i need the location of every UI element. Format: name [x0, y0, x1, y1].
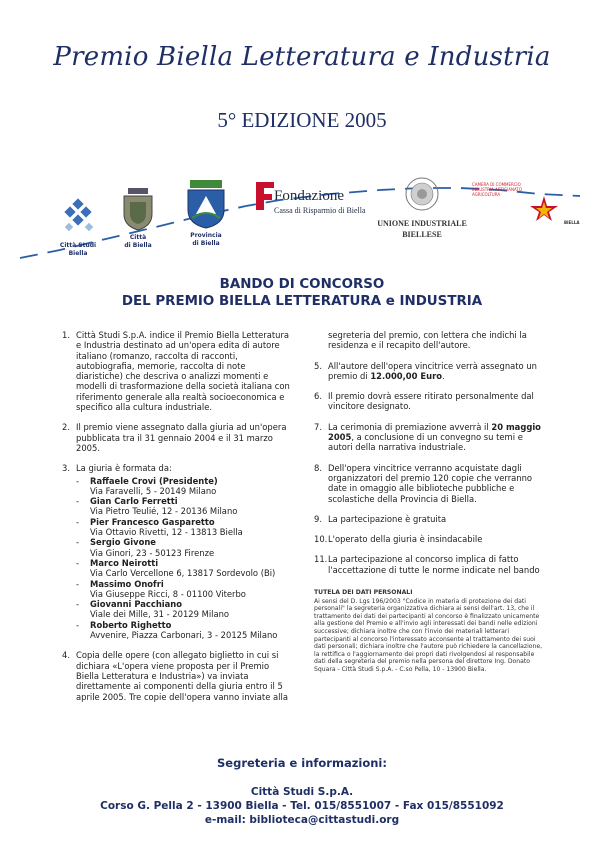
rules-column-left — [62, 330, 290, 712]
jury-address: Via Ginori, 23 - 50123 Firenze — [90, 547, 215, 558]
rule-number: 11. — [314, 554, 328, 565]
rule-number: 2. — [62, 422, 70, 433]
rule-number: 8. — [314, 462, 322, 473]
rule-item-2 — [62, 422, 290, 453]
footer-company: Città Studi S.p.A. — [250, 786, 354, 798]
jury-address: Avvenire, Piazza Carbonari, 3 - 20125 Milano — [90, 630, 278, 641]
rule-item-11 — [314, 554, 546, 575]
jury-member — [76, 496, 290, 517]
jury-member — [76, 558, 290, 579]
footer-address: Corso G. Pella 2 - 13900 Biella - Tel. 015/8551007 - Fax 015/8551092 — [100, 800, 504, 812]
jury-address: Via Faravelli, 5 - 20149 Milano — [90, 485, 217, 496]
rule-item-9 — [314, 514, 546, 524]
jury-name: Sergio Givone — [90, 537, 156, 548]
rule-item-3 — [62, 463, 290, 640]
citta-biella-label: Città di Biella — [124, 234, 152, 249]
rule-number: 3. — [62, 463, 70, 474]
rule-number: 4. — [62, 650, 70, 661]
jury-bullet: - — [76, 537, 80, 548]
jury-name: Giovanni Pacchiano — [90, 599, 183, 610]
prize-amount: 12.000,00 Euro — [370, 370, 442, 381]
rule-item-4-continued: segreteria del premio, con lettera che indichi la residenza e il recapito dell'autore. — [328, 330, 527, 351]
jury-bullet: - — [76, 619, 80, 630]
jury-bullet: - — [76, 475, 80, 486]
unione-industriale-label: UNIONE INDUSTRIALE BIELLESE — [377, 219, 467, 239]
rule-text: All'autore dell'opera vincitrice verrà assegnato un premio di 12.000,00 Euro. — [328, 360, 537, 381]
jury-list — [76, 476, 290, 641]
jury-name: Marco Neirotti — [90, 557, 159, 568]
jury-member — [76, 537, 290, 558]
rule-text: Il premio viene assegnato dalla giuria ad un'opera pubblicata tra il 31 gennaio 2004 e il 31 marzo 2005. — [76, 422, 287, 453]
rules-column-right — [314, 330, 546, 674]
fondazione-name: Fondazione — [274, 188, 344, 204]
citta-studi-logo — [60, 198, 100, 236]
jury-bullet: - — [76, 516, 80, 527]
unione-industriale-emblem — [404, 176, 440, 212]
biella-brand-label: BIELLA — [564, 220, 580, 225]
jury-address: Viale dei Mille, 31 - 20129 Milano — [90, 609, 230, 620]
rule-text: La partecipazione è gratuita — [328, 513, 447, 524]
privacy-body: Ai sensi del D. Lgs 196/2003 "Codice in materia di protezione dei dati personali" la segreteria organizzativa dichiara ai sensi dell'art. 13, che il trattamento dei dati dei partecipanti al concorso è finalizzato unicamente alla gestione del Premio e all'invio agli interessati dei bandi nelle edizioni successive; dichiara inoltre che con l'invio dei materiali letterari partecipanti al concorso l'interessato acconsente al trattamento dei suoi dati personali; dichiara inoltre che l'autore può richiedere la cancellazione, la rettifica o l'aggiornamento dei propri dati rivolgendosi al responsabile dati della segreteria del premio nella persona del direttore Ing. Donato Squara - Città Studi S.p.A. - C.so Pella, 10 - 13900 Biella. — [314, 597, 543, 673]
page-title: Premio Biella Letteratura e Industria — [53, 42, 551, 72]
provincia-crest — [184, 178, 228, 230]
jury-member — [76, 579, 290, 600]
rule-number: 9. — [314, 513, 322, 524]
rule-text: Dell'opera vincitrice verranno acquistate dagli organizzatori del premio 120 copie che verranno date in omaggio alle biblioteche pubbliche e scolastiche della Provincia di Biella. — [328, 462, 533, 504]
rule-text: La cerimonia di premiazione avverrà il 20 maggio 2005, a conclusione di un convegno su temi e autori della narrativa industriale. — [328, 421, 541, 453]
rule-text: Il premio dovrà essere ritirato personalmente dal vincitore designato. — [328, 391, 534, 412]
ceremony-date: 20 maggio 2005 — [328, 421, 541, 443]
rule-number: 1. — [62, 330, 70, 340]
rule-text: Copia delle opere (con allegato biglietto in cui si dichiara «L'opera viene proposta per il Premio Biella Letteratura e Industria») va inviata direttamente ai componenti della giuria entro il 5 aprile 2005. Tre copie dell'opera vanno inviate alla — [76, 650, 288, 702]
bando-line-2: DEL PREMIO BIELLA LETTERATURA e INDUSTRIA — [121, 294, 483, 309]
jury-member — [76, 517, 290, 538]
jury-name: Gian Carlo Ferretti — [90, 496, 178, 507]
rule-number: 10. — [314, 534, 328, 545]
rule-text: La partecipazione al concorso implica di fatto l'accettazione di tutte le norme indicate nel bando — [328, 554, 540, 575]
citta-studi-label: Città Studi Biella — [59, 242, 97, 257]
rule-text: Città Studi S.p.A. indice il Premio Biella Letteratura e Industria destinato ad un'opera edita di autore italiano (romanzo, raccolta di racconti, autobiografia, memorie, raccolta di note diaristiche) che descriva o analizzi momenti e modelli di trasformazione della società italiana con riferimento generale alla realtà socioeconomica e specifico alla cultura industriale. — [76, 330, 290, 413]
jury-bullet: - — [76, 557, 80, 568]
jury-name: Roberto Righetto — [90, 619, 172, 630]
rule-text: La giuria è formata da: — [76, 463, 172, 474]
rule-number: 5. — [314, 360, 322, 371]
sponsor-logos — [0, 160, 604, 270]
jury-bullet: - — [76, 578, 80, 589]
rule-number: 6. — [314, 391, 322, 402]
jury-name: Raffaele Crovi (Presidente) — [90, 475, 218, 486]
rule-item-1 — [62, 330, 290, 412]
rule-number: 7. — [314, 421, 322, 432]
jury-address: Via Giuseppe Ricci, 8 - 01100 Viterbo — [90, 588, 246, 599]
citta-biella-crest — [118, 186, 158, 232]
bando-heading — [0, 276, 604, 310]
jury-member — [76, 620, 290, 641]
rule-text: L'operato della giuria è insindacabile — [328, 534, 483, 545]
rule-item-7 — [314, 422, 546, 453]
jury-address: Via Pietro Teulié, 12 - 20136 Milano — [90, 506, 238, 517]
privacy-notice — [314, 589, 546, 674]
jury-bullet: - — [76, 496, 80, 507]
jury-name: Massimo Onofri — [90, 578, 164, 589]
footer-email: e-mail: biblioteca@cittastudi.org — [204, 814, 400, 826]
edition-label: 5° EDIZIONE 2005 — [217, 108, 387, 132]
jury-name: Pier Francesco Gasparetto — [90, 516, 215, 527]
jury-address: Via Carlo Vercellone 6, 13817 Sordevolo (Bi) — [90, 568, 276, 579]
privacy-heading: TUTELA DEI DATI PERSONALI — [314, 589, 413, 597]
footer-heading: Segreteria e informazioni: — [217, 756, 387, 770]
jury-member — [76, 476, 290, 497]
rule-item-6 — [314, 391, 546, 412]
fondazione-subtitle: Cassa di Risparmio di Biella — [274, 206, 366, 215]
jury-bullet: - — [76, 599, 80, 610]
rule-item-4 — [62, 650, 290, 701]
jury-member — [76, 599, 290, 620]
jury-address: Via Ottavio Rivetti, 12 - 13813 Biella — [90, 527, 243, 538]
camera-commercio-label: CAMERA DI COMMERCIO INDUSTRIA ARTIGIANATO AGRICOLTURA — [472, 182, 523, 197]
rule-item-10 — [314, 534, 546, 544]
rule-item-8 — [314, 463, 546, 504]
biella-star-logo — [524, 194, 564, 222]
rule-item-5 — [314, 361, 546, 382]
bando-line-1: BANDO DI CONCORSO — [219, 277, 385, 292]
provincia-label: Provincia di Biella — [190, 232, 222, 247]
